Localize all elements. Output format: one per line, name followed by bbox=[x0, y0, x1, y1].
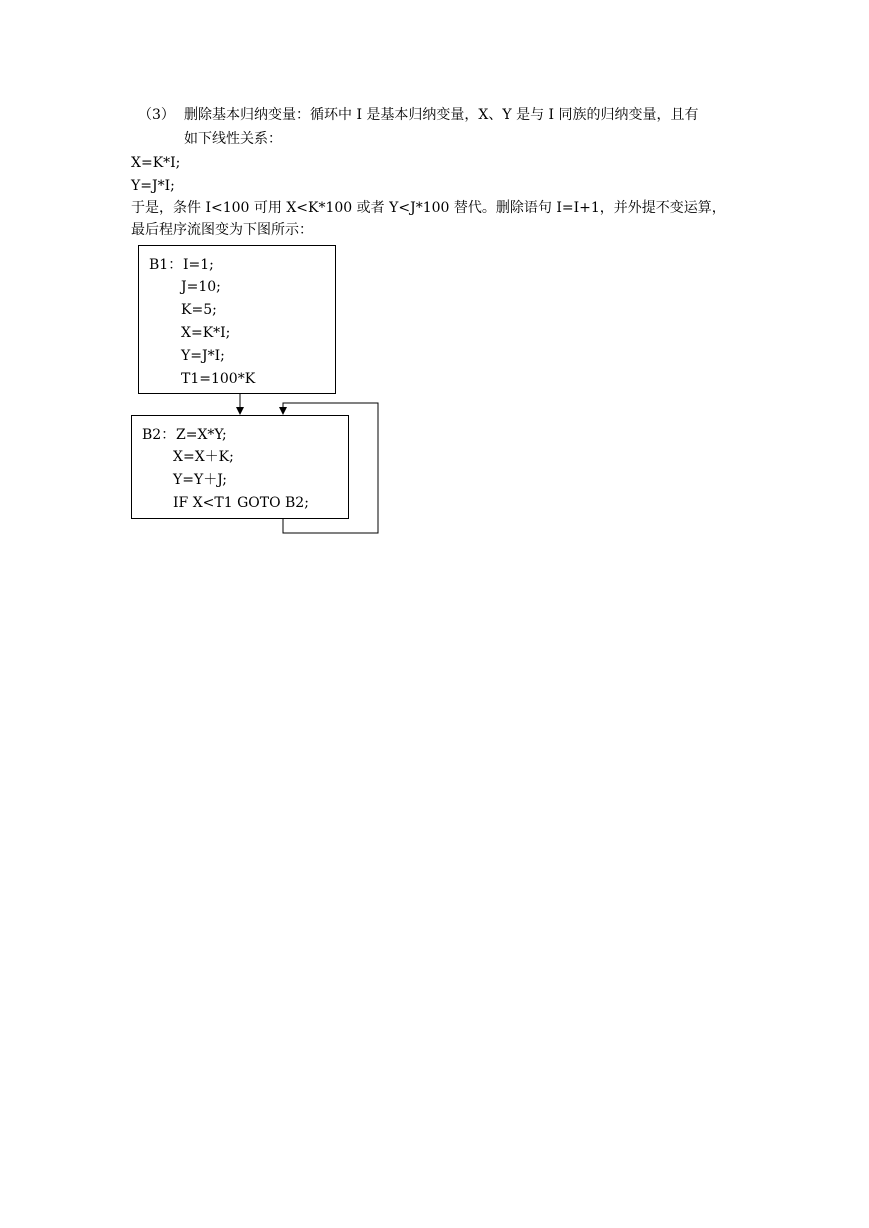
block-b2-statement: IF X<T1 GOTO B2; bbox=[173, 495, 309, 511]
paragraph-line-1: 于是，条件 I<100 可用 X<K*100 或者 Y<J*100 替代。删除语句 I=I+1，并外提不变运算， bbox=[131, 200, 726, 216]
block-b1-label: B1： bbox=[149, 257, 183, 273]
block-b1-statement: Y=J*I; bbox=[181, 348, 225, 364]
section-marker: （3） bbox=[138, 107, 175, 123]
heading-line-2: 如下线性关系： bbox=[184, 131, 282, 147]
heading-line-1: 删除基本归纳变量：循环中 I 是基本归纳变量，X、Y 是与 I 同族的归纳变量，且有 bbox=[184, 107, 699, 123]
block-b2-label: B2： bbox=[142, 427, 176, 443]
block-b2-statement: X=X＋K; bbox=[173, 449, 234, 465]
equation-y: Y=J*I; bbox=[131, 178, 175, 194]
block-b1 bbox=[138, 245, 336, 394]
block-b2-statement: Z=X*Y; bbox=[176, 427, 227, 443]
block-b1-statement: J=10; bbox=[181, 279, 221, 295]
paragraph-line-2: 最后程序流图变为下图所示： bbox=[131, 222, 313, 238]
block-b1-statement: X=K*I; bbox=[181, 325, 231, 341]
block-b1-statement: T1=100*K bbox=[181, 371, 256, 387]
block-b2 bbox=[131, 415, 349, 519]
equation-x: X=K*I; bbox=[131, 155, 181, 171]
block-b1-statement: I=1; bbox=[183, 257, 214, 273]
block-b2-statement: Y=Y＋J; bbox=[173, 472, 227, 488]
block-b1-statement: K=5; bbox=[181, 302, 217, 318]
